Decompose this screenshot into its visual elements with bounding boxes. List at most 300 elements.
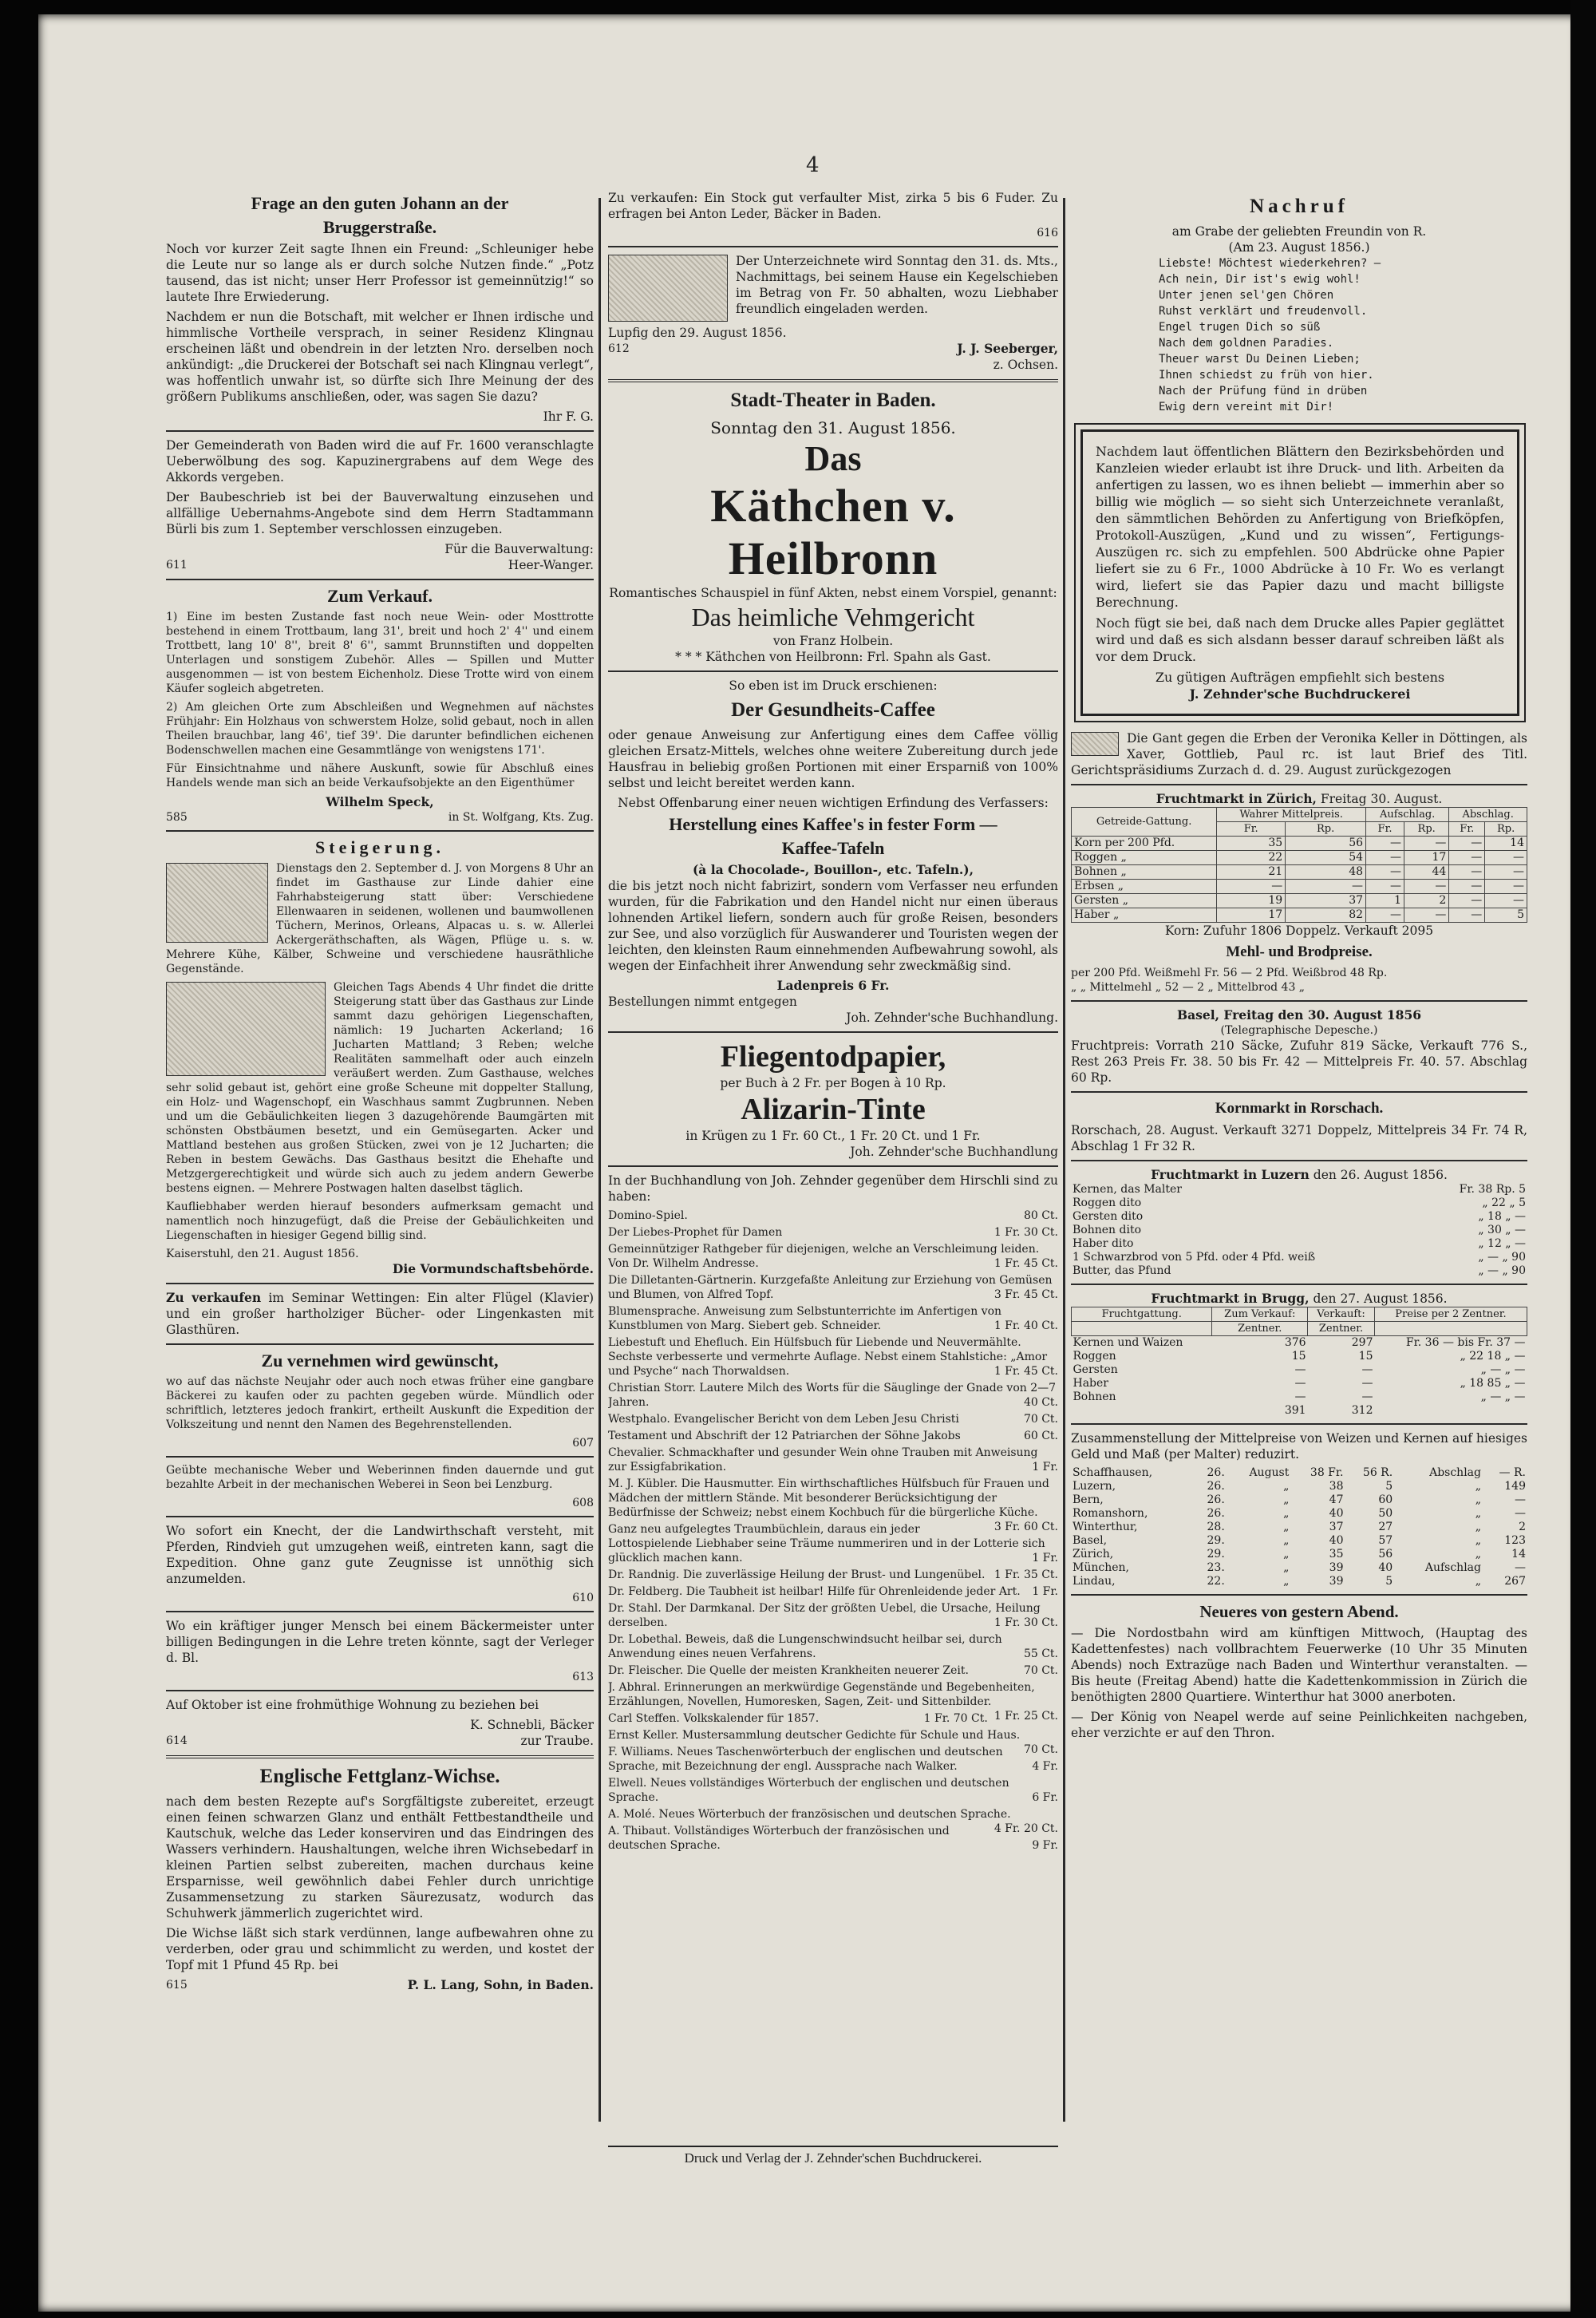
heading-brugg: Fruchtmarkt in Brugg,	[1151, 1291, 1310, 1306]
table-cell: —	[1404, 837, 1449, 851]
table-cell: —	[1404, 880, 1449, 894]
table-cell: Haber	[1073, 1377, 1108, 1390]
table-cell: „	[1283, 1493, 1290, 1506]
signature: K. Schnebli, Bäcker	[470, 1718, 594, 1732]
table-cell: Roggen dito	[1073, 1197, 1142, 1209]
table-row	[1072, 851, 1527, 865]
paragraph: — Die Nordostbahn wird am künftigen Mittwoch, (Hauptag des Kadettenfestes) nach vollbrachtem Feuerwerke (10 Uhr 35 Minuten Abends) noch Extrazüge nach Baden und Winterthur veranstalten. — Bis heute (Freitag Abend) hatte die Kadettenkommission in Zürich die benöthigten 2800 Quartiere. Winterthur hat 3000 anerboten.	[1071, 1626, 1527, 1704]
book-title: J. Abhral. Erinnerungen an merkwürdige Gegenstände und Begebenheiten, Erzählungen, Novellen, Humoresken, Sagen, Zeit- und Sittenbilder.	[608, 1681, 1035, 1708]
book-price: 70 Ct.	[1023, 1413, 1058, 1426]
table-row	[1071, 1264, 1527, 1278]
table-cell: —	[1449, 894, 1485, 908]
book-list	[608, 1208, 1058, 1853]
book-title: Chevalier. Schmackhafter und gesunder Wein ohne Trauben mit Anweisung zur Essigfabrikation.	[608, 1446, 1038, 1473]
table-cell: 29.	[1207, 1534, 1225, 1547]
table-row	[1071, 1466, 1527, 1480]
paragraph: Wo sofort ein Knecht, der die Landwirthschaft versteht, mit Pferden, Rindvieh gut umzugehen weiß, eintreten kann, sagt die Expedition. Ohne ganz gute Zeugnisse ist unnöthig sich anzumelden.	[166, 1524, 594, 1586]
paragraph: Zusammenstellung der Mittelpreise von Weizen und Kernen auf hiesiges Geld und Maß (per Malter) reduzirt.	[1071, 1431, 1527, 1462]
list-item	[608, 1584, 1058, 1599]
table-cell: —	[1449, 880, 1485, 894]
table-subheader: Zentner.	[1212, 1322, 1308, 1336]
divider	[166, 430, 594, 432]
book-price: 9 Fr.	[1032, 1839, 1058, 1852]
book-title: Elwell. Neues vollständiges Wörterbuch der englischen und deutschen Sprache.	[608, 1777, 1009, 1804]
poem-line: Engel trugen Dich so süß	[1159, 321, 1321, 334]
list-item	[608, 1208, 1058, 1223]
table-row	[1072, 865, 1527, 880]
heading-basel: Basel, Freitag den 30. August 1856	[1176, 1007, 1422, 1023]
paragraph: wo auf das nächste Neujahr oder auch noch etwas früher eine gangbare Bäckerei zu kaufen oder zu pachten gegeben würde. Mündlich oder schriftlich, letzteres jedoch frankirt, ertheilt Auskunft die Expedition der Volkszeitung und nennt den Namen des Begehrenstellenden.	[166, 1375, 594, 1431]
table-cell: Luzern,	[1073, 1480, 1116, 1493]
table-cell: „ 18 85 „ —	[1460, 1377, 1526, 1390]
book-title: F. Williams. Neues Taschenwörterbuch der englischen und deutschen Sprache, mit Bezeichnung der engl. Aussprache nach Walker.	[608, 1746, 1003, 1773]
theater-vorspiel: Das heimliche Vehmgericht	[691, 603, 975, 631]
table-cell: —	[1294, 1377, 1306, 1390]
divider	[166, 1343, 594, 1345]
book-title: Die Dilletanten-Gärtnerin. Kurzgefaßte Anleitung zur Erziehung von Gemüsen und Blumen, von Alfred Topf.	[608, 1274, 1053, 1301]
table-cell: Butter, das Pfund	[1073, 1264, 1171, 1277]
theater-author: von Franz Holbein.	[772, 634, 894, 648]
divider	[1071, 1000, 1527, 1002]
page-number: 4	[806, 153, 820, 177]
table-cell: „ 22 „ 5	[1482, 1197, 1526, 1209]
column-rule	[1063, 198, 1065, 2122]
book-title: Ernst Keller. Mustersammlung deutscher Gedichte für Schule und Haus.	[608, 1729, 1021, 1742]
divider	[608, 1165, 1058, 1167]
table-row	[1071, 1575, 1527, 1588]
paragraph: Geübte mechanische Weber und Weberinnen finden dauernde und gut bezahlte Arbeit in der mechanischen Weberei in Seon bei Lenzburg.	[166, 1464, 594, 1491]
poem-line: Ihnen schiedst zu früh von hier.	[1159, 369, 1374, 382]
table-cell: 40	[1378, 1561, 1393, 1574]
list-item	[608, 1728, 1058, 1756]
signature: Ihr F. G.	[543, 409, 594, 424]
table-cell: —	[1485, 894, 1527, 908]
book-title: Dr. Lobethal. Beweis, daß die Lungenschwindsucht heilbar sei, durch Anwendung eines neuen Verfahrens.	[608, 1633, 1002, 1660]
signature: P. L. Lang, Sohn, in Baden.	[407, 1977, 594, 1992]
poem-line: Ewig dern vereint mit Dir!	[1159, 401, 1334, 413]
book-price: 3 Fr. 60 Ct.	[994, 1521, 1058, 1533]
table-cell: 26.	[1207, 1480, 1225, 1493]
table-row	[1072, 1390, 1527, 1404]
table-header: Zum Verkauf:	[1212, 1307, 1308, 1322]
table-cell: Bern,	[1073, 1493, 1104, 1506]
table-cell: 37	[1329, 1521, 1344, 1533]
heading-frage-2: Bruggerstraße.	[322, 217, 437, 237]
table-row	[1071, 1493, 1527, 1507]
table-subheader: Fr.	[1366, 822, 1404, 837]
poem-line: Unter jenen sel'gen Chören	[1159, 289, 1334, 302]
table-cell: Bohnen dito	[1073, 1224, 1141, 1236]
book-title: Liebestuft und Ehefluch. Ein Hülfsbuch für Liebende und Neuvermählte. Sechste verbesserte und vermehrte Auflage. Nebst einem Stahlstiche: „Amor und Psyche“ nach Thorwaldsen.	[608, 1336, 1048, 1378]
heading-luzern: Fruchtmarkt in Luzern	[1151, 1167, 1310, 1182]
book-price: 4 Fr.	[1032, 1760, 1058, 1773]
table-cell: August	[1249, 1466, 1290, 1479]
list-item	[608, 1242, 1058, 1271]
table-subheader: Rp.	[1286, 822, 1366, 837]
book-price: 70 Ct.	[1023, 1743, 1058, 1756]
table-cell: 26.	[1207, 1493, 1225, 1506]
list-item	[608, 1273, 1058, 1302]
table-row	[1071, 1561, 1527, 1575]
paragraph: Rorschach, 28. August. Verkauft 3271 Doppelz, Mittelpreis 34 Fr. 74 R, Abschlag 1 Fr 32 R.	[1071, 1123, 1527, 1153]
paragraph: Zu verkaufen: Ein Stock gut verfaulter Mist, zirka 5 bis 6 Fuder. Zu erfragen bei Anton Leder, Bäcker in Baden.	[608, 191, 1058, 221]
table-cell: —	[1449, 865, 1485, 880]
table-cell: 26.	[1207, 1466, 1225, 1479]
poem-line: Ruhst verklärt und freudenvoll.	[1159, 305, 1368, 318]
book-price: 60 Ct.	[1023, 1430, 1058, 1442]
table-row	[1071, 1480, 1527, 1493]
table-cell: Roggen	[1073, 1350, 1116, 1363]
paragraph: Der Unterzeichnete wird Sonntag den 31. ds. Mts., Nachmittags, bei seinem Hause ein Kegelschieben im Betrag von Fr. 50 abhalten, wozu Liebhaber freundlich eingeladen werden.	[736, 254, 1058, 316]
table-cell: Bohnen „	[1072, 865, 1217, 880]
table-row	[1072, 1377, 1527, 1390]
table-cell: Romanshorn,	[1073, 1507, 1148, 1520]
table-cell: „	[1475, 1548, 1481, 1560]
table-cell: 2	[1519, 1521, 1526, 1533]
theater-cast: * * * Käthchen von Heilbronn: Frl. Spahn als Gast.	[675, 650, 991, 664]
divider	[608, 379, 1058, 382]
table-row	[1071, 1521, 1527, 1534]
table-cell: 40	[1329, 1507, 1344, 1520]
table-cell: Fr. 38 Rp. 5	[1459, 1183, 1526, 1196]
table-cell: 21	[1217, 865, 1286, 880]
footer-imprint: Druck und Verlag der J. Zehnder'schen Buchdruckerei.	[608, 2146, 1058, 2166]
heading-vernehmen: Zu vernehmen wird gewünscht,	[261, 1351, 499, 1371]
table-cell: —	[1366, 908, 1404, 923]
table-cell: 14	[1485, 837, 1527, 851]
table-cell: „	[1475, 1521, 1481, 1533]
signature: J. Zehnder'sche Buchdruckerei	[1189, 686, 1411, 702]
book-title: Westphalo. Evangelischer Bericht von dem Leben Jesu Christi	[608, 1413, 959, 1426]
paragraph: die bis jetzt noch nicht fabrizirt, sondern vom Verfasser neu erfunden wurden, für die Fabrikation und den Handel nicht nur einen überaus lohnenden Artikel liefern, sondern auch für große Reisen, besonders zur See, und also vorzüglich für Auswanderer und Touristen wegen der leichten, den kleinsten Raum einnehmenden Aufbewahrung sowohl, als wegen der Einfachheit ihrer Anwendung sehr zweckmäßig sind.	[608, 879, 1058, 973]
table-cell: 22	[1217, 851, 1286, 865]
paragraph: in Krügen zu 1 Fr. 60 Ct., 1 Fr. 20 Ct. und 1 Fr.	[685, 1129, 981, 1143]
table-cell: 39	[1329, 1561, 1344, 1574]
zurich-footnote: Korn: Zufuhr 1806 Doppelz. Verkauft 2095	[1164, 924, 1434, 938]
paragraph: Bestellungen nimmt entgegen	[608, 995, 797, 1009]
divider	[166, 579, 594, 580]
table-cell: 39	[1329, 1575, 1344, 1588]
table-cell: 15	[1291, 1350, 1306, 1363]
table-cell: —	[1485, 865, 1527, 880]
list-item	[608, 1429, 1058, 1443]
poem-line: Nach dem goldnen Paradies.	[1159, 337, 1334, 350]
divider	[1071, 1160, 1527, 1161]
table-cell: Gersten „	[1072, 894, 1217, 908]
table-cell: München,	[1073, 1561, 1129, 1574]
book-price: 6 Fr.	[1032, 1791, 1058, 1804]
book-title: Carl Steffen. Volkskalender für 1857.	[608, 1712, 820, 1725]
table-cell: 56	[1378, 1548, 1393, 1560]
signature: Für die Bauverwaltung:	[444, 542, 594, 556]
table-cell: „	[1283, 1548, 1290, 1560]
table-cell: Lindau,	[1073, 1575, 1116, 1588]
ad-number: 613	[572, 1671, 594, 1683]
caffee-price: Ladenpreis 6 Fr.	[776, 978, 890, 993]
table-subheader: Fr.	[1217, 822, 1286, 837]
table-cell: 5	[1485, 908, 1527, 923]
paragraph: Nachdem laut öffentlichen Blättern den Bezirksbehörden und Kanzleien wieder erlaubt ist ihre Druck- und lith. Arbeiten da anfertigen zu lassen, wo es ihnen beliebt — immerhin aber so billig wie möglich — so sieht sich Unterzeichnete veranlaßt, den sämmtlichen Behörden zu Anfertigung von Briefköpfen, Protokoll-Auszügen, „Kund und zu wissen“, Fertigungs-Auszügen rc. sich zu empfehlen. 500 Abdrücke ohne Papier liefert sie zu 6 Fr., 1000 Abdrücke à 10 Fr. Wo es verlangt wird, liefert sie das Papier dazu und macht billigste Berechnung.	[1096, 444, 1504, 610]
divider	[608, 670, 1058, 672]
poem-line: Theuer warst Du Deinen Lieben;	[1159, 353, 1361, 366]
book-title: Dr. Feldberg. Die Taubheit ist heilbar! Hilfe für Ohrenleidende jeder Art.	[608, 1585, 1021, 1598]
paragraph: Die Wichse läßt sich stark verdünnen, lange aufbewahren ohne zu verderben, oder grau und schimmlicht zu werden, und kostet der Topf mit 1 Pfund 45 Rp. bei	[166, 1926, 594, 1972]
table-cell: —	[1515, 1561, 1526, 1574]
table-cell: 50	[1378, 1507, 1393, 1520]
table-header: Aufschlag.	[1366, 808, 1449, 822]
table-cell: 56 R.	[1362, 1466, 1393, 1479]
table-cell: 23.	[1207, 1561, 1225, 1574]
table-cell: Haber dito	[1073, 1237, 1134, 1250]
paragraph: per Buch à 2 Fr. per Bogen à 10 Rp.	[720, 1076, 946, 1090]
book-price: 80 Ct.	[1023, 1209, 1058, 1222]
column-right	[1071, 190, 1527, 2138]
table-cell: 48	[1286, 865, 1366, 880]
table-header: Verkauft:	[1308, 1307, 1375, 1322]
book-price: 1 Fr.	[1032, 1461, 1058, 1473]
divider	[166, 1283, 594, 1284]
table-cell: —	[1449, 851, 1485, 865]
table-row	[1072, 1350, 1527, 1363]
column-left	[166, 190, 594, 2138]
divider	[166, 1690, 594, 1691]
table-subheader: Zentner.	[1308, 1322, 1375, 1336]
table-cell: 26.	[1207, 1507, 1225, 1520]
divider	[166, 1611, 594, 1612]
table-row	[1071, 1534, 1527, 1548]
heading-rorschach: Kornmarkt in Rorschach.	[1215, 1100, 1384, 1117]
dateline: Kaiserstuhl, den 21. August 1856.	[166, 1248, 359, 1260]
heading-zuerich: Fruchtmarkt in Zürich,	[1156, 791, 1317, 806]
book-price: 1 Fr. 45 Ct.	[994, 1257, 1058, 1270]
pointing-hand-icon	[1071, 732, 1119, 756]
paragraph: Zu gütigen Aufträgen empfiehlt sich bestens	[1155, 670, 1445, 685]
book-title: Domino-Spiel.	[608, 1209, 688, 1222]
table-cell: 123	[1504, 1534, 1526, 1547]
book-price: 40 Ct.	[1023, 1396, 1058, 1409]
list-item	[608, 1745, 1058, 1774]
table-cell: „	[1283, 1480, 1290, 1493]
price-line: per 200 Pfd. Weißmehl Fr. 56 — 2 Pfd. Weißbrod 48 Rp.	[1071, 967, 1388, 979]
list-item	[608, 1225, 1058, 1240]
heading-caffee-form: Herstellung eines Kaffee's in fester Form —	[669, 814, 998, 834]
table-subheader: Rp.	[1404, 822, 1449, 837]
table-cell: „ — „ 90	[1478, 1251, 1526, 1264]
table-cell: 35	[1217, 837, 1286, 851]
divider	[166, 1516, 594, 1517]
table-row	[1071, 1197, 1527, 1210]
table-header: Preise per 2 Zentner.	[1375, 1307, 1527, 1322]
table-cell: 47	[1329, 1493, 1344, 1506]
heading-steigerung: Steigerung.	[315, 837, 444, 857]
paragraph: Noch fügt sie bei, daß nach dem Drucke alles Papier geglättet wird und daß es sich alsdann besser darauf schreiben läßt als vor dem Druck.	[1096, 615, 1504, 664]
table-cell: 54	[1286, 851, 1366, 865]
divider	[1071, 1091, 1527, 1093]
book-price: 1 Fr. 30 Ct.	[994, 1226, 1058, 1239]
table-row	[1072, 894, 1527, 908]
table-cell: —	[1515, 1507, 1526, 1520]
table-cell: —	[1361, 1377, 1373, 1390]
table-cell: „ 12 „ —	[1478, 1237, 1526, 1250]
divider	[608, 246, 1058, 247]
ad-number: 608	[572, 1497, 594, 1509]
table-header: Getreide-Gattung.	[1072, 808, 1217, 837]
book-title: Dr. Randnig. Die zuverlässige Heilung der Brust- und Lungenübel.	[608, 1568, 986, 1581]
table-cell: —	[1515, 1493, 1526, 1506]
table-cell: „ — „ —	[1480, 1390, 1526, 1403]
table-cell: „ 30 „ —	[1478, 1224, 1526, 1236]
table-cell: Schaffhausen,	[1073, 1466, 1153, 1479]
paragraph: nach dem besten Rezepte auf's Sorgfältigste zubereitet, erzeugt einen feinen schwarzen Glanz und enthält Fettbestandtheile und Kautschuk, welche das Leder konserviren und das Eindringen des Wassers verhindern. Haushaltungen, welche ihren Wichsebedarf in kleinen Partien selbst zubereiten, machen durchaus keine Ersparnisse, weil gewöhnlich dabei Fehler durch unrichtige Zusammensetzung zu starken Säurezusatz, wodurch das Schuhwerk jämmerlich zugerichtet wird.	[166, 1794, 594, 1920]
table-cell: —	[1366, 865, 1404, 880]
book-title: Gemeinnütziger Rathgeber für diejenigen, welche an Verschleimung leiden. Von Dr. Wilhelm Andresse.	[608, 1243, 1040, 1270]
paragraph: Der Baubeschrieb ist bei der Bauverwaltung einzusehen und allfällige Uebernahms-Angebote sind dem Herrn Stadtammann Bürli bis zum 1. September verschlossen einzugeben.	[166, 490, 594, 536]
table-total: 312	[1351, 1404, 1373, 1417]
basel-subtitle: (Telegraphische Depesche.)	[1220, 1024, 1378, 1037]
table-cell: „ — „ —	[1480, 1363, 1526, 1376]
table-subheader: Fr.	[1449, 822, 1485, 837]
table-cell: —	[1366, 851, 1404, 865]
table-cell: Gersten	[1073, 1363, 1118, 1376]
poem-line: Ach nein, Dir ist's ewig wohl!	[1159, 273, 1361, 286]
ad-number: 585	[166, 811, 188, 824]
paragraph: Die Gant gegen die Erben der Veronika Keller in Döttingen, als Xaver, Gottlieb, Paul rc. ist laut Brief des Titl. Gerichtspräsidiums Zurzach d. d. 29. August zurückgezogen	[1071, 731, 1527, 777]
signature: Joh. Zehnder'sche Buchhandlung.	[846, 1011, 1058, 1025]
divider	[166, 1456, 594, 1458]
table-cell: „	[1475, 1507, 1481, 1520]
book-title: Dr. Stahl. Der Darmkanal. Der Sitz der größten Uebel, die Ursache, Heilung derselben.	[608, 1602, 1041, 1629]
heading-nachruf: Nachruf	[1250, 196, 1349, 217]
table-row	[1072, 1336, 1527, 1351]
nachruf-subtitle: am Grabe der geliebten Freundin von R.	[1171, 224, 1427, 239]
book-title: Testament und Abschrift der 12 Patriarchen der Söhne Jakobs	[608, 1430, 961, 1442]
table-cell: — R.	[1499, 1466, 1526, 1479]
signature: Wilhelm Speck,	[326, 794, 434, 809]
signature: in St. Wolfgang, Kts. Zug.	[448, 811, 594, 824]
heading-frage: Frage an den guten Johann an der	[251, 193, 509, 213]
paragraph: 2) Am gleichen Orte zum Abschleißen und Wegnehmen auf nächstes Frühjahr: Ein Holzhaus von schwerstem Holze, solid gebaut, noch in allen Theilen brauchbar, lang 46', tief 39'. Die darunter befindlichen eichenen Bodenschwellen machen eine Gesammtlänge von wenigstens 171'.	[166, 701, 594, 757]
table-cell: 15	[1358, 1350, 1373, 1363]
signature: J. J. Seeberger,	[957, 341, 1058, 356]
paragraph: In der Buchhandlung von Joh. Zehnder gegenüber dem Hirschli sind zu haben:	[608, 1173, 1058, 1204]
book-title: Dr. Fleischer. Die Quelle der meisten Krankheiten neuerer Zeit.	[608, 1664, 969, 1677]
list-item	[608, 1663, 1058, 1678]
table-cell: 17	[1217, 908, 1286, 923]
table-cell: 149	[1504, 1480, 1526, 1493]
paragraph: Nachdem er nun die Botschaft, mit welcher er Ihnen irdische und himmlische Vortheile versprach, in seiner Residenz Klingnau erscheinen läßt und obendrein in der letzten Nro. derselben noch ankündigt: „die Druckerei der Botschaft sei nach Klingnau verlegt“, was hoffentlich unwahr ist, so dürfte sich Ihre Meinung der des größern Publikums anschließen, oder, was sagen Sie dazu?	[166, 310, 594, 404]
list-item	[608, 1632, 1058, 1661]
table-cell: 29.	[1207, 1548, 1225, 1560]
table-subheader: Rp.	[1485, 822, 1527, 837]
list-item	[608, 1776, 1058, 1805]
table-cell: 27	[1378, 1521, 1393, 1533]
paragraph: Auf Oktober ist eine frohmüthige Wohnung zu beziehen bei	[166, 1698, 539, 1712]
heading-kaffee-tafeln: Kaffee-Tafeln	[781, 838, 885, 858]
ad-number: 611	[166, 559, 188, 572]
column-rule	[598, 198, 601, 2122]
divider	[608, 1031, 1058, 1033]
paragraph: Kaufliebhaber werden hierauf besonders aufmerksam gemacht und namentlich noch hinzugefügt, daß die Preise der Gebäulichkeiten und Liegenschaften in hiesiger Gegend billig sind.	[166, 1201, 594, 1242]
table-cell: „	[1475, 1534, 1481, 1547]
table-cell: —	[1294, 1363, 1306, 1376]
book-price: 3 Fr. 45 Ct.	[994, 1288, 1058, 1301]
table-cell: 56	[1286, 837, 1366, 851]
table-cell: —	[1449, 837, 1485, 851]
table-cell: 38 Fr.	[1310, 1466, 1344, 1479]
ad-number: 610	[572, 1592, 594, 1604]
paragraph: — Der König von Neapel werde auf seine Peinlichkeiten nachgeben, eher verzichte er auf den Thron.	[1071, 1710, 1527, 1740]
table-cell: Erbsen „	[1072, 880, 1217, 894]
list-item	[608, 1601, 1058, 1630]
auction-illustration	[166, 863, 268, 943]
table-row	[1072, 1363, 1527, 1377]
market-date: Freitag 30. August.	[1320, 792, 1443, 806]
table-row	[1072, 908, 1527, 923]
table-cell: 60	[1378, 1493, 1393, 1506]
table-row	[1071, 1237, 1527, 1251]
table-cell: 57	[1378, 1534, 1393, 1547]
table-cell: 17	[1404, 851, 1449, 865]
book-price: 1 Fr.	[1032, 1552, 1058, 1564]
table-cell: 1 Schwarzbrod von 5 Pfd. oder 4 Pfd. weiß	[1073, 1251, 1316, 1264]
kegel-illustration	[608, 255, 728, 322]
table-cell: „ — „ 90	[1478, 1264, 1526, 1277]
table-cell: 19	[1217, 894, 1286, 908]
theater-play-title: Käthchen v. Heilbronn	[710, 480, 956, 584]
book-price: 1 Fr. 45 Ct.	[994, 1365, 1058, 1378]
table-cell: 44	[1404, 865, 1449, 880]
book-price: 1 Fr. 40 Ct.	[994, 1319, 1058, 1332]
heading-caffee: Der Gesundheits-Caffee	[731, 699, 935, 721]
table-cell: Roggen „	[1072, 851, 1217, 865]
book-price: 70 Ct.	[1023, 1664, 1058, 1677]
table-cell: „	[1283, 1507, 1290, 1520]
table-cell: —	[1294, 1390, 1306, 1403]
table-cell: 5	[1385, 1480, 1393, 1493]
ad-number: 615	[166, 1979, 188, 1992]
market-date: den 26. August 1856.	[1313, 1168, 1448, 1182]
list-item	[608, 1381, 1058, 1410]
paragraph: Fruchtpreis: Vorrath 210 Säcke, Zufuhr 819 Säcke, Verkauft 776 S., Rest 263 Preis Fr. 38. 50 bis Fr. 42 — Mittelpreis Fr. 40. 57. Abschlag 60 Rp.	[1071, 1038, 1527, 1085]
list-item	[608, 1304, 1058, 1333]
nachruf-date: (Am 23. August 1856.)	[1228, 240, 1370, 255]
ad-number: 612	[608, 342, 630, 355]
table-cell: 2	[1404, 894, 1449, 908]
divider	[166, 830, 594, 832]
table-cell: „	[1283, 1561, 1290, 1574]
table-cell: Kernen und Waizen	[1073, 1336, 1183, 1349]
list-item	[608, 1446, 1058, 1474]
table-cell: 22.	[1207, 1575, 1225, 1588]
table-cell: Kernen, das Malter	[1073, 1183, 1182, 1196]
table-header: Wahrer Mittelpreis.	[1217, 808, 1366, 822]
ad-number: 616	[1037, 227, 1058, 239]
printing-notice-frame	[1080, 429, 1519, 716]
paragraph: Für Einsichtnahme und nähere Auskunft, sowie für Abschluß eines Handels wende man sich an beide Verkaufsobjekte an den Eigenthümer	[166, 762, 594, 789]
paragraph: Dienstags den 2. September d. J. von Morgens 8 Uhr an findet im Gasthause zur Linde dahier eine Fahrhabsteigerung statt über: Verschiedene Ellenwaaren in seidenen, wollenen und baumwollenen Tüchern, Merinos, Orleans, Alpacas u. s. w. Allerlei Ackergeräthschaften, als Wägen, Pflüge u. s. w. Mehrere Kühe, Kälber, Schweine und verschiedene hausräthliche Gegenstände.	[166, 862, 594, 975]
zurich-price-table	[1071, 807, 1527, 923]
summary-price-table	[1071, 1466, 1527, 1588]
book-title: A. Molé. Neues Wörterbuch der französischen und deutschen Sprache.	[608, 1808, 1011, 1821]
table-cell: —	[1366, 880, 1404, 894]
table-cell: „ 18 „ —	[1478, 1210, 1526, 1223]
table-row	[1071, 1251, 1527, 1264]
book-price: 1 Fr.	[1032, 1585, 1058, 1598]
heading-alizarin-tinte: Alizarin-Tinte	[741, 1093, 926, 1126]
table-cell: Korn per 200 Pfd.	[1072, 837, 1217, 851]
book-price: 1 Fr. 30 Ct.	[994, 1616, 1058, 1629]
list-item	[608, 1335, 1058, 1379]
